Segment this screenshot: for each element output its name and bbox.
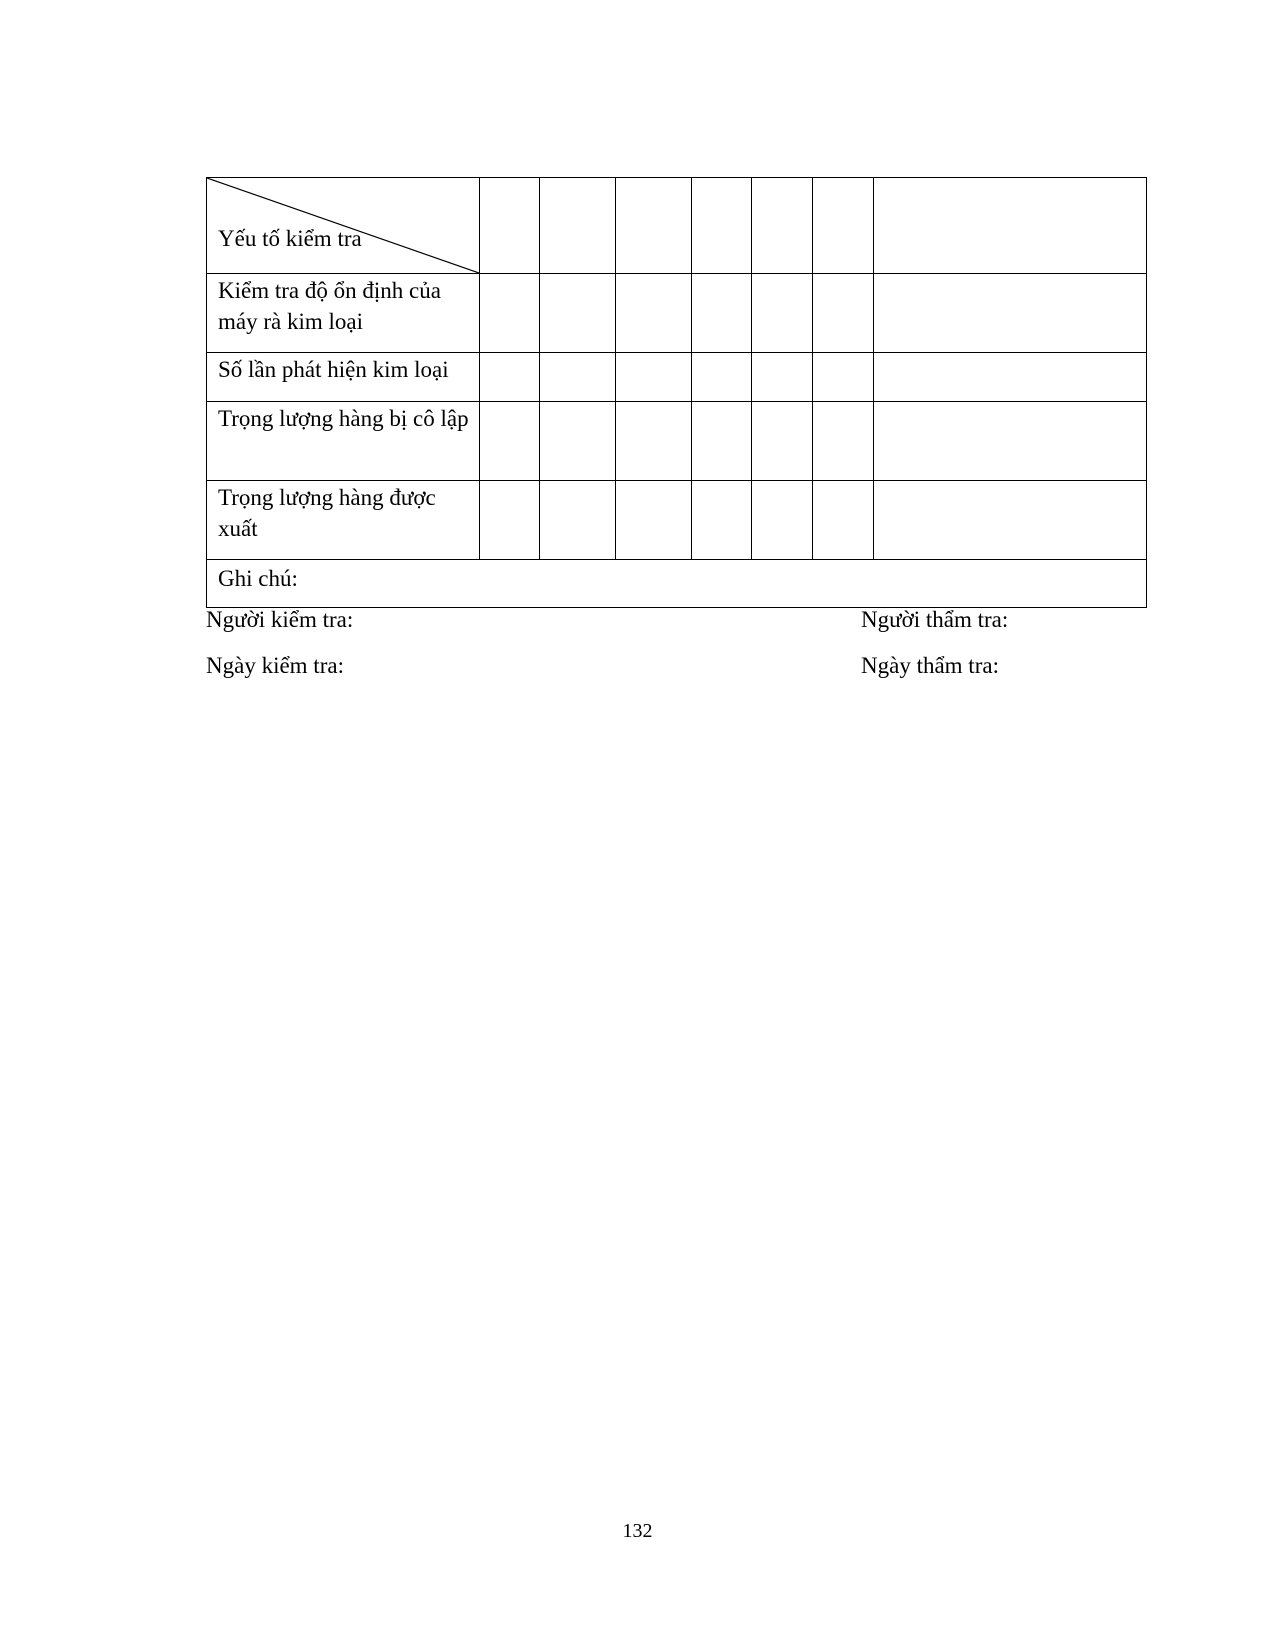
row-label-cell bbox=[207, 353, 480, 402]
header-cell[interactable] bbox=[692, 178, 752, 274]
entry-cell[interactable] bbox=[874, 402, 1147, 481]
entry-cell[interactable] bbox=[480, 402, 540, 481]
header-cell[interactable] bbox=[540, 178, 616, 274]
header-label: Yếu tố kiểm tra bbox=[218, 226, 362, 251]
entry-cell[interactable] bbox=[616, 481, 692, 560]
entry-cell[interactable] bbox=[813, 353, 874, 402]
verification-date-label: Ngày thẩm tra: bbox=[861, 653, 999, 678]
header-cell[interactable] bbox=[752, 178, 813, 274]
entry-cell[interactable] bbox=[540, 274, 616, 353]
verifier-label: Người thẩm tra: bbox=[861, 607, 1009, 632]
entry-cell[interactable] bbox=[480, 353, 540, 402]
table-header-row bbox=[207, 178, 1147, 274]
table-row bbox=[207, 481, 1147, 560]
notes-label: Ghi chú: bbox=[218, 566, 298, 591]
header-cell[interactable] bbox=[616, 178, 692, 274]
row-label: Trọng lượng hàng được xuất bbox=[218, 485, 436, 541]
entry-cell[interactable] bbox=[540, 402, 616, 481]
page-number: 132 bbox=[622, 1520, 653, 1542]
entry-cell[interactable] bbox=[874, 353, 1147, 402]
entry-cell[interactable] bbox=[692, 353, 752, 402]
entry-cell[interactable] bbox=[874, 274, 1147, 353]
entry-cell[interactable] bbox=[616, 274, 692, 353]
entry-cell[interactable] bbox=[480, 481, 540, 560]
entry-cell[interactable] bbox=[874, 481, 1147, 560]
inspector-label: Người kiểm tra: bbox=[206, 607, 354, 632]
notes-cell[interactable] bbox=[207, 560, 1147, 608]
entry-cell[interactable] bbox=[692, 402, 752, 481]
notes-row bbox=[207, 560, 1147, 608]
header-cell[interactable] bbox=[480, 178, 540, 274]
header-cell[interactable] bbox=[813, 178, 874, 274]
entry-cell[interactable] bbox=[813, 274, 874, 353]
header-cell[interactable] bbox=[874, 178, 1147, 274]
inspection-date-label: Ngày kiểm tra: bbox=[206, 653, 344, 678]
row-label-cell bbox=[207, 274, 480, 353]
table-row bbox=[207, 402, 1147, 481]
entry-cell[interactable] bbox=[752, 402, 813, 481]
entry-cell[interactable] bbox=[752, 353, 813, 402]
row-label: Số lần phát hiện kim loại bbox=[218, 357, 449, 382]
row-label-cell bbox=[207, 481, 480, 560]
entry-cell[interactable] bbox=[616, 402, 692, 481]
entry-cell[interactable] bbox=[480, 274, 540, 353]
row-label: Kiểm tra độ ổn định của máy rà kim loại bbox=[218, 278, 441, 334]
table-row bbox=[207, 274, 1147, 353]
entry-cell[interactable] bbox=[616, 353, 692, 402]
inspection-form-table bbox=[206, 177, 1147, 608]
entry-cell[interactable] bbox=[540, 353, 616, 402]
table-row bbox=[207, 353, 1147, 402]
entry-cell[interactable] bbox=[692, 274, 752, 353]
entry-cell[interactable] bbox=[813, 481, 874, 560]
entry-cell[interactable] bbox=[752, 274, 813, 353]
entry-cell[interactable] bbox=[813, 402, 874, 481]
entry-cell[interactable] bbox=[752, 481, 813, 560]
entry-cell[interactable] bbox=[692, 481, 752, 560]
entry-cell[interactable] bbox=[540, 481, 616, 560]
row-label: Trọng lượng hàng bị cô lập bbox=[218, 406, 469, 431]
diagonal-header-cell bbox=[207, 178, 480, 274]
row-label-cell bbox=[207, 402, 480, 481]
